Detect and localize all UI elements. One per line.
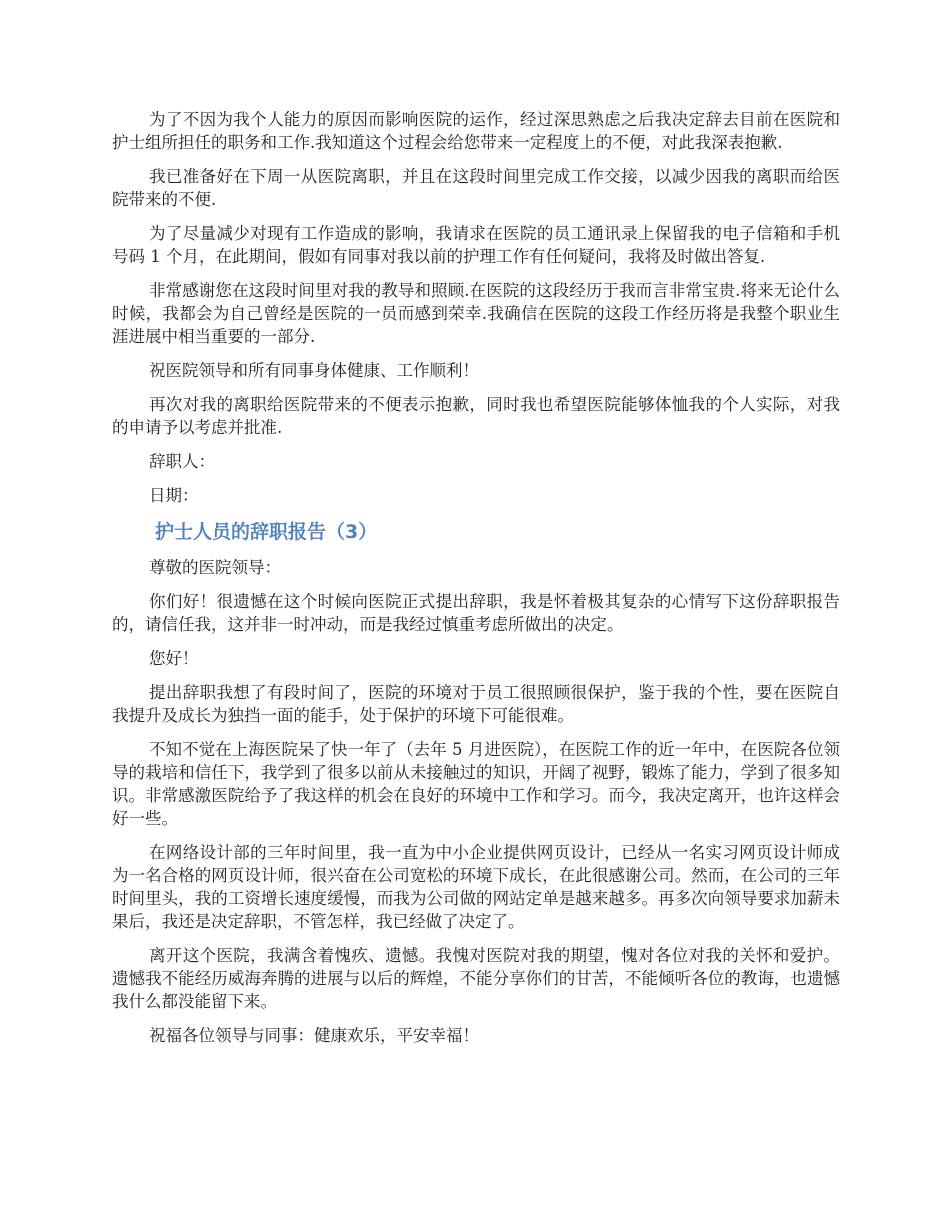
paragraph-apology: 再次对我的离职给医院带来的不便表示抱歉，同时我也希望医院能够体恤我的个人实际，对我的申请予以考虑并批准. bbox=[112, 395, 840, 437]
paragraph-design-dept: 在网络设计部的三年时间里，我一直为中小企业提供网页设计，已经从一名实习网页设计师成为一名合格的网页设计师，很兴奋在公司宽松的环境下成长，在此很感谢公司。然而，在公司的三年时间里头，我的工资增长速度缓慢，而我为公司做的网站定单是越来越多。再多次向领导要求加薪未果后，我还是决定辞职，不管怎样，我已经做了决定了。 bbox=[112, 843, 840, 931]
paragraph-wishes: 祝医院领导和所有同事身体健康、工作顺利！ bbox=[149, 361, 479, 380]
date-line: 日期： bbox=[149, 486, 199, 505]
signature-line: 辞职人： bbox=[149, 452, 215, 471]
salutation: 尊敬的医院领导： bbox=[149, 558, 281, 577]
paragraph-blessing: 祝福各位领导与同事：健康欢乐，平安幸福！ bbox=[149, 1026, 479, 1045]
paragraph-greeting: 你们好！很遗憾在这个时候向医院正式提出辞职，我是怀着极其复杂的心情写下这份辞职报告的，请信任我，这并非一时冲动，而是我经过慎重考虑所做出的决定。 bbox=[112, 592, 840, 634]
paragraph-thanks: 非常感谢您在这段时间里对我的教导和照顾.在医院的这段经历于我而言非常宝贵.将来无论什么时候，我都会为自己曾经是医院的一员而感到荣幸.我确信在医院的这段工作经历将是我整个职业生涯进展中相当重要的一部分. bbox=[112, 281, 840, 346]
paragraph-contact-retention: 为了尽量减少对现有工作造成的影响，我请求在医院的员工通讯录上保留我的电子信箱和手机号码 1 个月，在此期间，假如有同事对我以前的护理工作有任何疑问，我将及时做出答复. bbox=[112, 224, 840, 266]
paragraph-leave-date: 我已准备好在下周一从医院离职，并且在这段时间里完成工作交接，以减少因我的离职而给医院带来的不便. bbox=[112, 167, 840, 209]
paragraph-hello: 您好！ bbox=[149, 649, 199, 668]
paragraph-experience: 不知不觉在上海医院呆了快一年了（去年 5 月进医院），在医院工作的近一年中，在医院各位领导的栽培和信任下，我学到了很多以前从未接触过的知识，开阔了视野，锻炼了能力，学到了很多知识。非常感激医院给予了我这样的机会在良好的环境中工作和学习。而今，我决定离开，也许这样会好一些。 bbox=[112, 740, 840, 828]
paragraph-regret: 离开这个医院，我满含着愧疚、遗憾。我愧对医院对我的期望，愧对各位对我的关怀和爱护。遗憾我不能经历威海奔腾的进展与以后的辉煌，不能分享你们的甘苦，不能倾听各位的教诲，也遗憾我什么都没能留下来。 bbox=[112, 946, 840, 1011]
document-page bbox=[112, 108, 840, 1058]
section-heading: 护士人员的辞职报告（3） bbox=[155, 521, 378, 543]
paragraph-reason: 提出辞职我想了有段时间了，医院的环境对于员工很照顾很保护，鉴于我的个性，要在医院自我提升及成长为独挡一面的能手，处于保护的环境下可能很难。 bbox=[112, 683, 840, 725]
paragraph-resign-reason: 为了不因为我个人能力的原因而影响医院的运作，经过深思熟虑之后我决定辞去目前在医院和护士组所担任的职务和工作.我知道这个过程会给您带来一定程度上的不便，对此我深表抱歉. bbox=[112, 110, 840, 152]
